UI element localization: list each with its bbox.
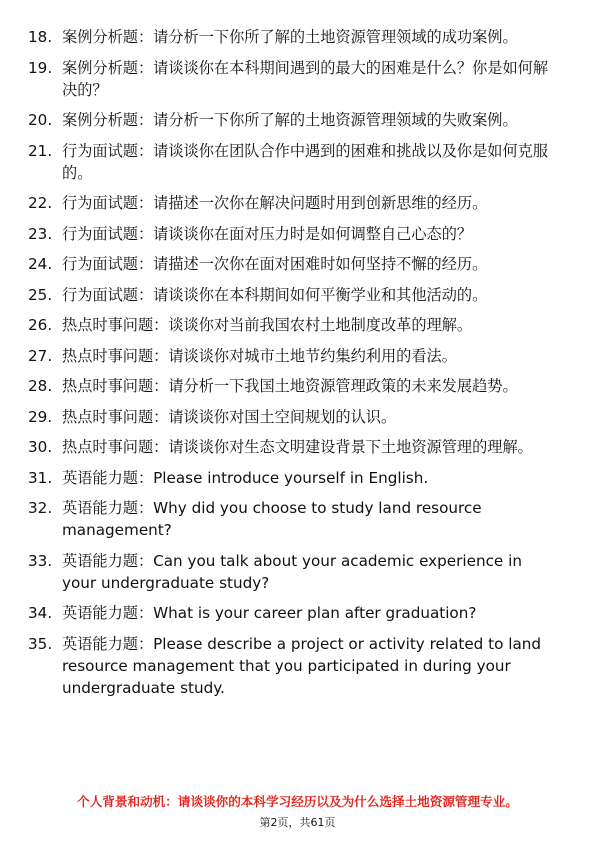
- list-item: [28, 550, 560, 594]
- question-text: 行为面试题：请谈谈你在团队合作中遇到的困难和挑战以及你是如何克服的。: [62, 141, 548, 182]
- question-text: 英语能力题：Can you talk about your academic experience in your undergraduate study?: [62, 551, 522, 592]
- list-item: [28, 406, 560, 428]
- question-number: 25.: [28, 285, 53, 304]
- question-text: 英语能力题：Please introduce yourself in English.: [62, 468, 429, 487]
- question-number: 31.: [28, 468, 53, 487]
- list-item: [28, 602, 560, 624]
- list-item: [28, 633, 560, 699]
- question-text: 热点时事问题：请谈谈你对城市土地节约集约利用的看法。: [62, 346, 457, 365]
- question-text: 热点时事问题：请分析一下我国土地资源管理政策的未来发展趋势。: [62, 377, 518, 395]
- question-text: 热点时事问题：谈谈你对当前我国农村土地制度改革的理解。: [62, 316, 473, 334]
- question-text: 行为面试题：请谈谈你在面对压力时是如何调整自己心态的？: [62, 224, 473, 243]
- question-number: 21.: [28, 141, 53, 160]
- question-number: 29.: [28, 407, 53, 426]
- list-item: [28, 57, 560, 101]
- question-text: 案例分析题：请分析一下你所了解的土地资源管理领域的成功案例。: [62, 28, 518, 46]
- question-number: 32.: [28, 499, 53, 517]
- question-text: 热点时事问题：请谈谈你对国土空间规划的认识。: [62, 407, 397, 426]
- question-number: 26.: [28, 316, 53, 334]
- question-number: 19.: [28, 58, 53, 77]
- list-item: [28, 314, 560, 336]
- question-text: 行为面试题：请描述一次你在面对困难时如何坚持不懈的经历。: [62, 255, 488, 273]
- list-item: [28, 109, 560, 131]
- list-item: [28, 284, 560, 306]
- page-number: 第2页，共61页: [259, 816, 336, 829]
- list-item: [28, 140, 560, 184]
- question-number: 18.: [28, 28, 53, 46]
- question-number: 30.: [28, 438, 53, 456]
- highlighted-footer-question: 个人背景和动机：请谈谈你的本科学习经历以及为什么选择土地资源管理专业。: [77, 794, 518, 809]
- question-text: 英语能力题：What is your career plan after graduation?: [62, 604, 477, 622]
- list-item: [28, 436, 560, 458]
- question-number: 33.: [28, 551, 53, 570]
- question-text: 案例分析题：请分析一下你所了解的土地资源管理领域的失败案例。: [62, 111, 518, 129]
- list-item: [28, 253, 560, 275]
- list-item: [28, 192, 560, 214]
- question-list: [28, 26, 560, 707]
- list-item: [28, 497, 560, 541]
- question-text: 英语能力题：Why did you choose to study land resource management?: [62, 499, 482, 539]
- question-number: 35.: [28, 634, 53, 653]
- question-number: 22.: [28, 194, 53, 212]
- list-item: [28, 345, 560, 367]
- question-text: 热点时事问题：请谈谈你对生态文明建设背景下土地资源管理的理解。: [62, 438, 533, 456]
- question-text: 案例分析题：请谈谈你在本科期间遇到的最大的困难是什么？你是如何解决的？: [62, 58, 548, 99]
- list-item: [28, 26, 560, 48]
- question-number: 27.: [28, 346, 53, 365]
- question-text: 英语能力题：Please describe a project or activity related to land resource management that you participated in during your undergraduate study.: [62, 634, 542, 697]
- list-item: [28, 223, 560, 245]
- question-number: 28.: [28, 377, 53, 395]
- list-item: [28, 467, 560, 489]
- question-text: 行为面试题：请描述一次你在解决问题时用到创新思维的经历。: [62, 194, 488, 212]
- list-item: [28, 375, 560, 397]
- question-number: 20.: [28, 111, 53, 129]
- question-number: 24.: [28, 255, 53, 273]
- question-number: 34.: [28, 604, 53, 622]
- question-text: 行为面试题：请谈谈你在本科期间如何平衡学业和其他活动的。: [62, 285, 488, 304]
- question-number: 23.: [28, 224, 53, 243]
